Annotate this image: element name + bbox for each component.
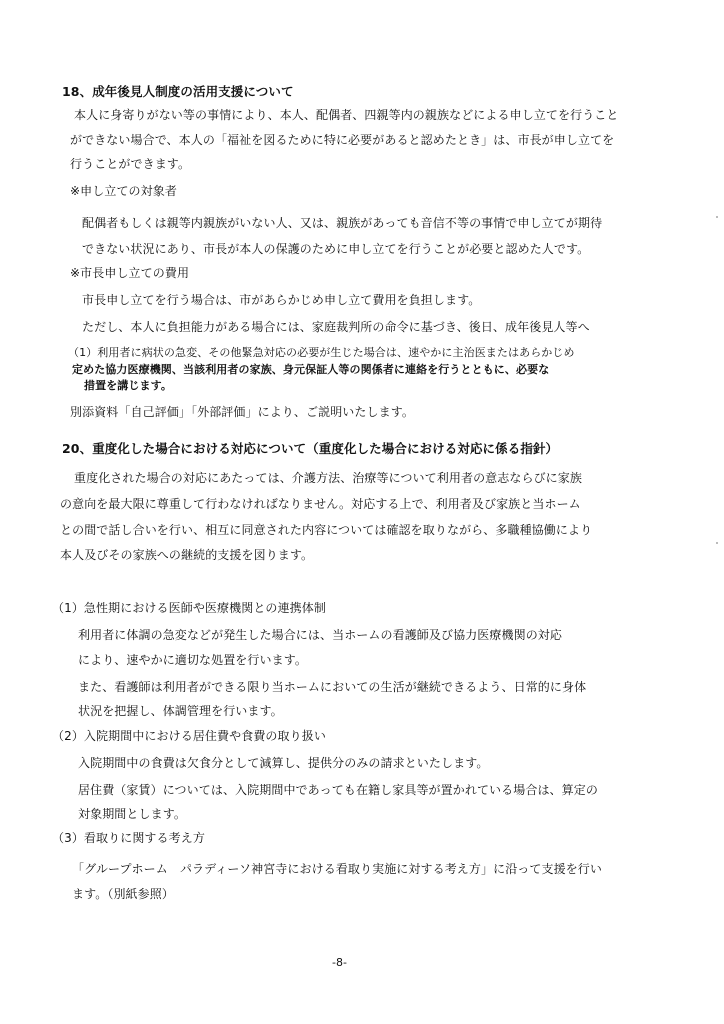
subsection-1-line: により、速やかに適切な処置を行います。 <box>78 653 307 667</box>
scan-mark <box>716 216 718 218</box>
cost-line: ただし、本人に負担能力がある場合には、家庭裁判所の命令に基づき、後日、成年後見人等へ <box>82 320 590 334</box>
section-20-paragraph-line: との間で話し合いを行い、相互に同意された内容については確認を取りながら、多職種協働により <box>60 523 593 537</box>
overlay-text-line: 措置を講じます。 <box>84 379 172 392</box>
subsection-1-title: （1）急性期における医師や医療機関との連携体制 <box>52 601 326 615</box>
overlay-text-line: 定めた協力医療機関、当該利用者の家族、身元保証人等の関係者に連絡を行うとともに、必要な <box>72 363 550 376</box>
subsection-3-title: （3）看取りに関する考え方 <box>52 831 205 845</box>
scan-mark <box>716 542 718 544</box>
overlay-text-line: （1）利用者に病状の急変、その他緊急対応の必要が生じた場合は、速やかに主治医またはあらかじめ <box>68 346 575 359</box>
subsection-2-line: 居住費（家賃）については、入院期間中であっても在籍し家具等が置かれている場合は、算定の <box>78 783 598 797</box>
target-persons-label: ※申し立ての対象者 <box>70 184 177 198</box>
cost-line: 市長申し立てを行う場合は、市があらかじめ申し立て費用を負担します。 <box>82 293 481 307</box>
section-20-paragraph-line: の意向を最大限に尊重して行わなければなりません。対応する上で、利用者及び家族と当ホーム <box>60 497 581 511</box>
subsection-2-line: 対象期間とします。 <box>78 807 186 821</box>
subsection-3-line: ます。（別紙参照） <box>72 887 174 901</box>
target-persons-line: できない状況にあり、市長が本人の保護のために申し立てを行うことが必要と認めた人です。 <box>82 242 590 256</box>
section-18-paragraph-line: 行うことができます。 <box>70 157 191 171</box>
page-number: -8- <box>332 956 347 969</box>
section-18-paragraph-line: 本人に身寄りがない等の事情により、本人、配偶者、四親等内の親族などによる申し立てを行うこと <box>74 108 619 122</box>
target-persons-line: 配偶者もしくは親等内親族がいない人、又は、親族があっても音信不等の事情で申し立てが期待 <box>82 216 603 230</box>
section-20-paragraph-line: 重度化された場合の対応にあたっては、介護方法、治療等について利用者の意志ならびに家族 <box>74 471 582 485</box>
section-18-paragraph-line: ができない場合で、本人の「福祉を図るために特に必要があると認めたとき」は、市長が申し立てを <box>70 133 615 147</box>
subsection-3-line: 「グループホーム パラディーソ神宮寺における看取り実施に対する考え方」に沿って支援を行い <box>72 862 603 876</box>
subsection-1-line: 状況を把握し、体調管理を行います。 <box>78 704 283 718</box>
section-20-heading: 20、重度化した場合における対応について（重度化した場合における対応に係る指針） <box>62 441 559 456</box>
section-18-heading: 18、成年後見人制度の活用支援について <box>62 84 294 99</box>
subsection-2-title: （2）入院期間中における居住費や食費の取り扱い <box>52 729 326 743</box>
cost-label: ※市長申し立ての費用 <box>70 266 190 280</box>
subsection-1-line: また、看護師は利用者ができる限り当ホームにおいての生活が継続できるよう、日常的に身体 <box>78 680 587 694</box>
section-20-paragraph-line: 本人及びその家族への継続的支援を図ります。 <box>60 548 314 562</box>
subsection-2-line: 入院期間中の食費は欠食分として減算し、提供分のみの請求といたします。 <box>78 756 489 770</box>
subsection-1-line: 利用者に体調の急変などが発生した場合には、当ホームの看護師及び協力医療機関の対応 <box>78 628 563 642</box>
evaluation-note: 別添資料「自己評価」「外部評価」により、ご説明いたします。 <box>70 405 414 419</box>
